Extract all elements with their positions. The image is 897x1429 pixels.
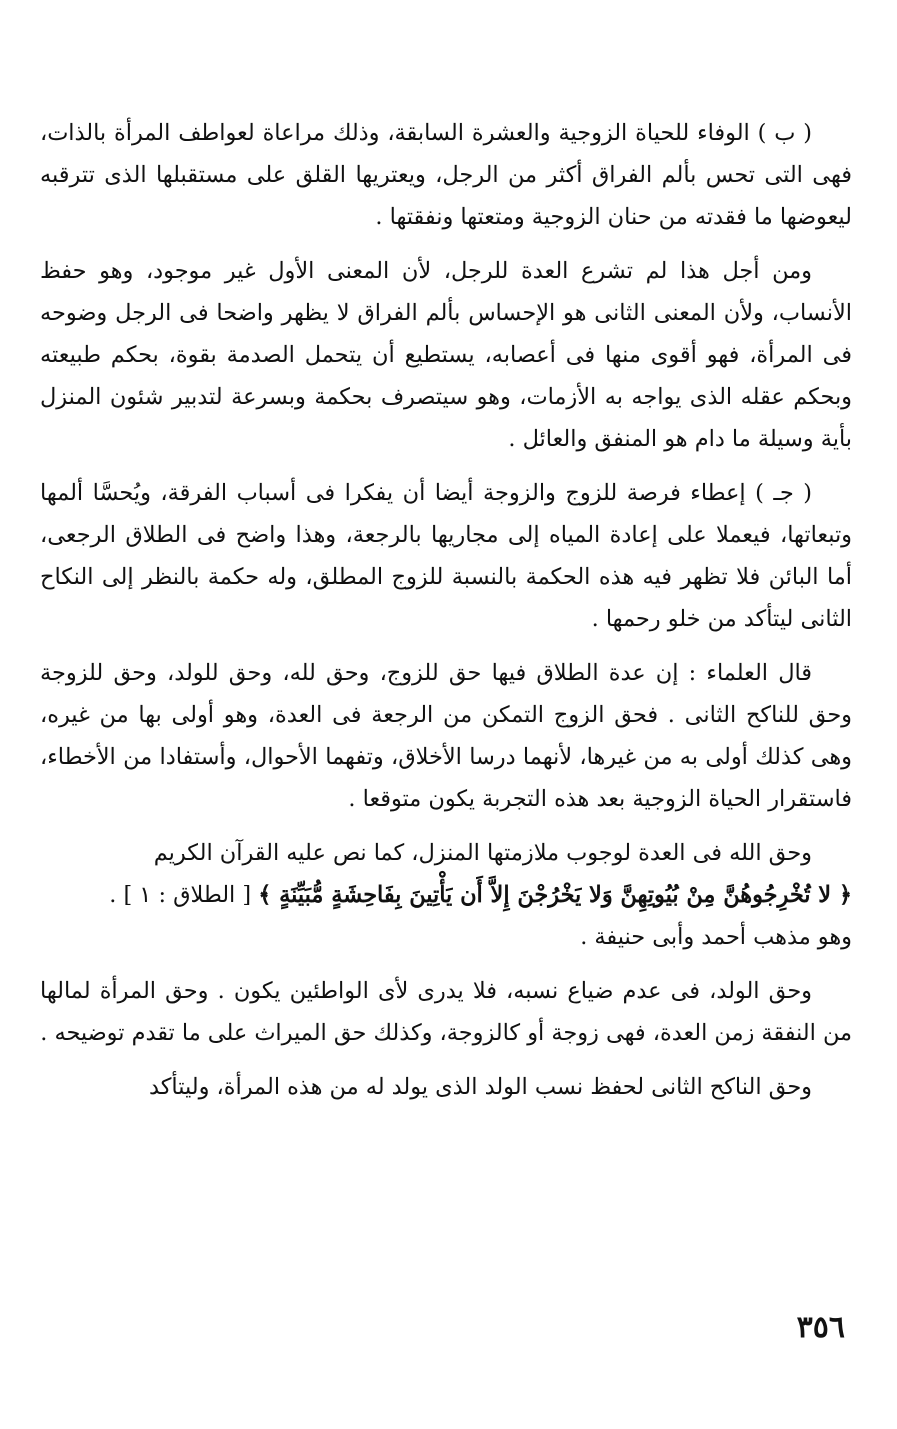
paragraph-rights-child-woman: وحق الولد، فى عدم ضياع نسبه، فلا يدرى لأى الواطئين يكون . وحق المرأة لمالها من النفقة زمن العدة، فهى زوجة أو كالزوجة، وكذلك حق الميراث على ما تقدم توضيحه . — [40, 978, 852, 1046]
quran-verse: ﴿ لا تُخْرِجُوهُنَّ مِنْ بُيُوتِهِنَّ وَلا يَخْرُجْنَ إِلاَّ أَن يَأْتِينَ بِفَاحِشَةٍ مُّبَيِّنَةٍ ﴾ — [258, 882, 852, 908]
body-text — [40, 112, 852, 1108]
quran-intro: وحق الله فى العدة لوجوب ملازمتها المنزل، كما نص عليه القرآن الكريم — [153, 840, 812, 866]
quran-citation: [ الطلاق : ١ ] . — [109, 882, 252, 908]
madhhab-note: وهو مذهب أحمد وأبى حنيفة . — [580, 924, 852, 950]
paragraph-right-of-allah — [40, 832, 852, 958]
paragraph-why-no-iddah-for-men: ومن أجل هذا لم تشرع العدة للرجل، لأن المعنى الأول غير موجود، وهو حفظ الأنساب، ولأن المعنى الثانى هو الإحساس بألم الفراق لا يظهر واضحا فى الرجل وضوحه فى المرأة، فهو أقوى منها فى أعصابه، يستطيع أن يتحمل الصدمة بقوة، بحكم طبيعته وبحكم عقله الذى يواجه به الأزمات، وهو سيتصرف بحكمة وبسرعة لتدبير شئون المنزل بأية وسيلة ما دام هو المنفق والعائل . — [40, 258, 852, 452]
page-number: ٣٥٦ — [796, 1310, 845, 1345]
paragraph-scholars-rights: قال العلماء : إن عدة الطلاق فيها حق للزوج، وحق لله، وحق للولد، وحق للزوجة وحق للناكح الثانى . فحق الزوج التمكن من الرجعة فى العدة، وهو أولى بها من غيره، وهى كذلك أولى به من غيرها، لأنهما درسا الأخلاق، وتفهما الأحوال، وأستفادا من الأخطاء، فاستقرار الحياة الزوجية بعد هذه التجربة يكون متوقعا . — [40, 660, 852, 812]
paragraph-c-opportunity: ( جـ ) إعطاء فرصة للزوج والزوجة أيضا أن يفكرا فى أسباب الفرقة، ويُحسَّا ألمها وتبعاتها، فيعملا على إعادة المياه إلى مجاريها بالرجعة، وهذا واضح فى الطلاق الرجعى، أما البائن فلا تظهر فيه هذه الحكمة بالنسبة للزوج المطلق، وله حكمة بالنظر إلى النكاح الثانى ليتأكد من خلو رحمها . — [40, 480, 852, 632]
paragraph-right-second-husband: وحق الناكح الثانى لحفظ نسب الولد الذى يولد له من هذه المرأة، وليتأكد — [149, 1074, 812, 1100]
paragraph-b-loyalty: ( ب ) الوفاء للحياة الزوجية والعشرة السابقة، وذلك مراعاة لعواطف المرأة بالذات، فهى التى تحس بألم الفراق أكثر من الرجل، ويعتريها القلق على مستقبلها الذى تترقبه ليعوضها ما فقدته من حنان الزوجية ومتعتها ونفقتها . — [40, 120, 852, 230]
quran-verse-line — [40, 874, 852, 916]
